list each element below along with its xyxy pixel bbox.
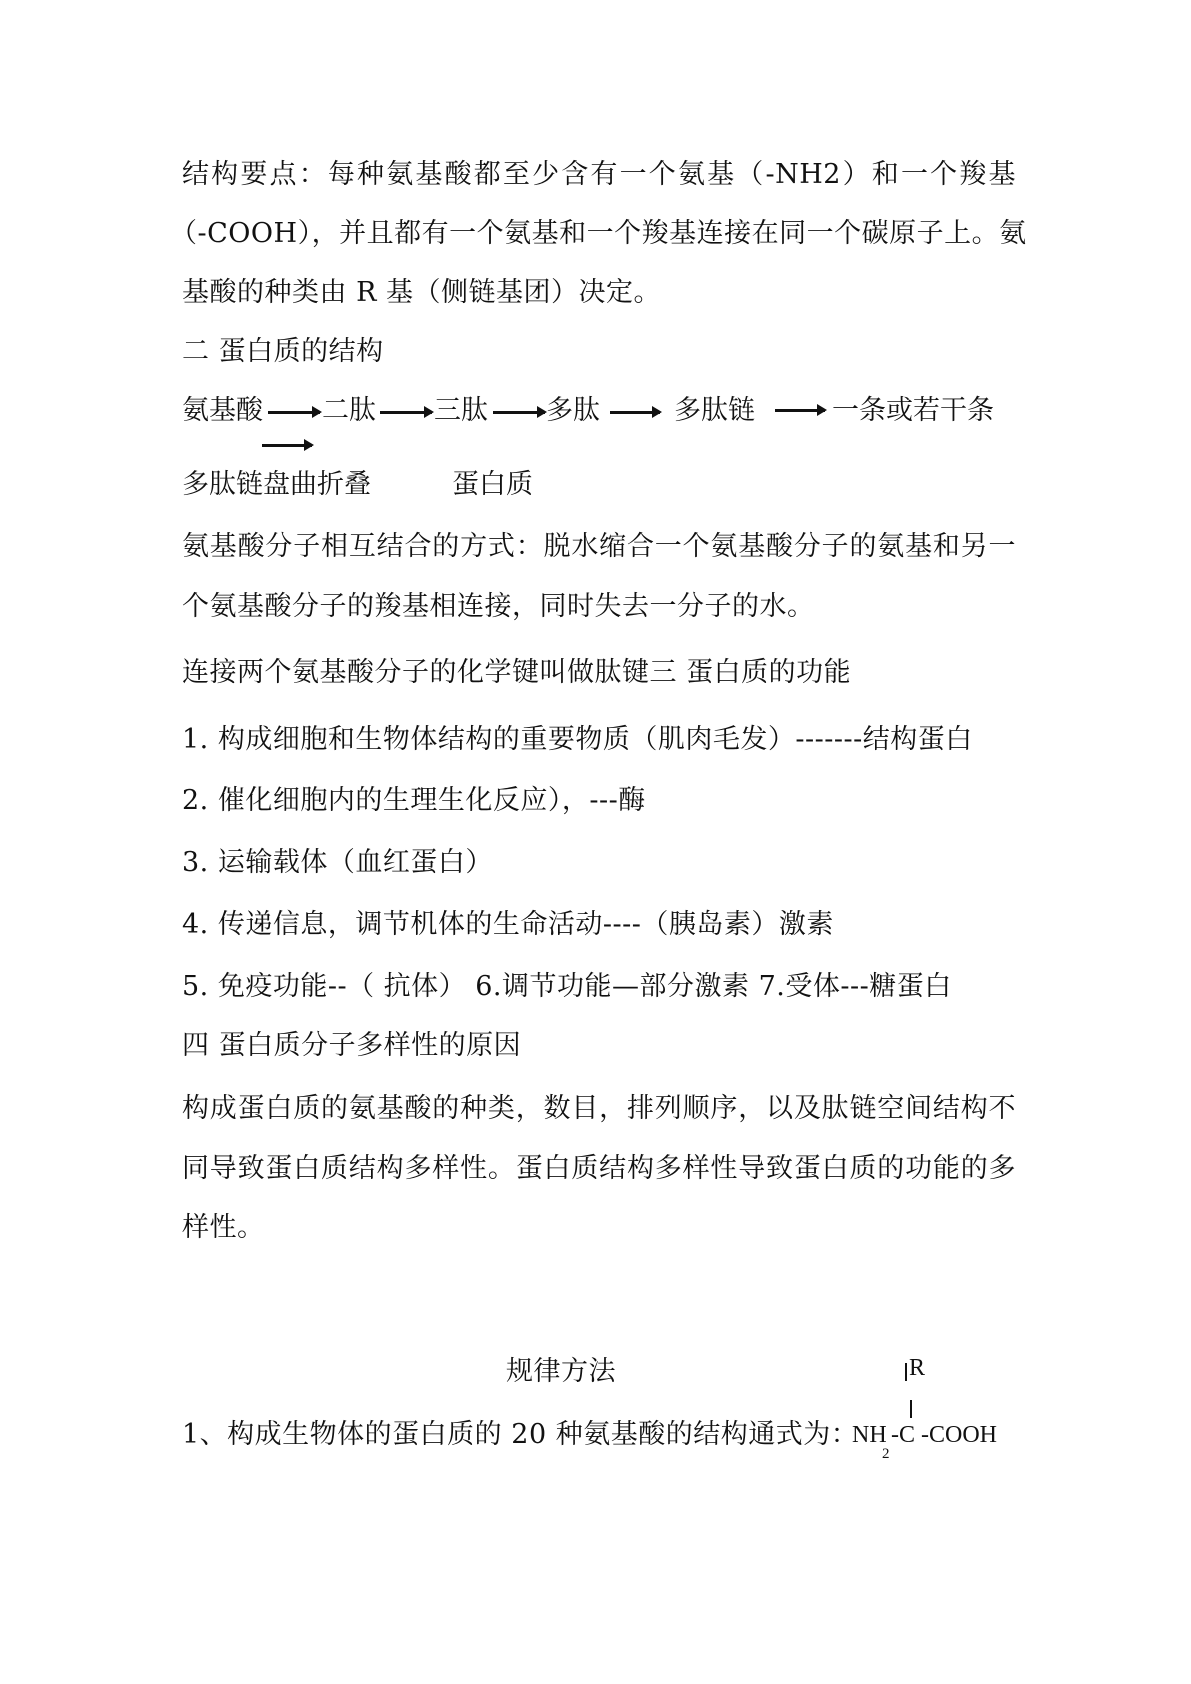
arrow-right-icon (775, 409, 825, 412)
rules-heading: 规律方法 (506, 1356, 616, 1387)
flow-step: 氨基酸 (182, 395, 263, 426)
flow-step: 蛋白质 (452, 469, 533, 500)
paragraph-line: （-COOH），并且都有一个氨基和一个羧基连接在同一个碳原子上。氨 (170, 218, 1027, 249)
function-item: 5. 免疫功能--（ 抗体） 6.调节功能—部分激素 7.受体---糖蛋白 (182, 971, 952, 1002)
section-heading: 二 蛋白质的结构 (182, 336, 384, 367)
flow-step: 多肽 (546, 395, 600, 426)
bond-tick (905, 1363, 907, 1381)
flow-step: 多肽链盘曲折叠 (182, 469, 371, 500)
amine-group: NH (852, 1422, 887, 1448)
arrow-right-icon (493, 411, 545, 414)
carbon: -C (891, 1422, 915, 1448)
r-group: R (909, 1355, 926, 1381)
rule-item: 1、构成生物体的蛋白质的 20 种氨基酸的结构通式为： (182, 1419, 859, 1450)
arrow-right-icon (380, 411, 432, 414)
flow-step: 一条或若干条 (832, 395, 994, 426)
paragraph-line: 个氨基酸分子的羧基相连接，同时失去一分子的水。 (182, 591, 815, 622)
flow-step: 二肽 (322, 395, 376, 426)
subscript: 2 (882, 1446, 890, 1462)
flow-step: 三肽 (434, 395, 488, 426)
paragraph-line: 样性。 (182, 1212, 265, 1243)
paragraph-line: 氨基酸分子相互结合的方式：脱水缩合一个氨基酸分子的氨基和另一 (182, 531, 1016, 562)
carboxyl-group: -COOH (921, 1422, 997, 1448)
function-item: 3. 运输载体（血红蛋白） (182, 847, 493, 878)
paragraph-line: 构成蛋白质的氨基酸的种类，数目，排列顺序，以及肽链空间结构不 (182, 1093, 1016, 1124)
arrow-right-icon (268, 411, 320, 414)
bond-tick (910, 1400, 912, 1418)
function-item: 2. 催化细胞内的生理生化反应），---酶 (182, 785, 646, 816)
function-item: 1. 构成细胞和生物体结构的重要物质（肌肉毛发）-------结构蛋白 (182, 724, 973, 755)
function-item: 4. 传递信息，调节机体的生命活动----（胰岛素）激素 (182, 909, 834, 940)
flow-step: 多肽链 (674, 395, 755, 426)
paragraph-line: 结构要点：每种氨基酸都至少含有一个氨基（-NH2）和一个羧基 (182, 159, 1016, 190)
paragraph-line: 同导致蛋白质结构多样性。蛋白质结构多样性导致蛋白质的功能的多 (182, 1153, 1016, 1184)
paragraph-line: 连接两个氨基酸分子的化学键叫做肽键三 蛋白质的功能 (182, 657, 852, 688)
arrow-right-icon (610, 411, 660, 414)
paragraph-line: 基酸的种类由 R 基（侧链基团）决定。 (182, 277, 661, 308)
section-heading: 四 蛋白质分子多样性的原因 (182, 1030, 522, 1061)
arrow-right-icon (262, 444, 312, 447)
